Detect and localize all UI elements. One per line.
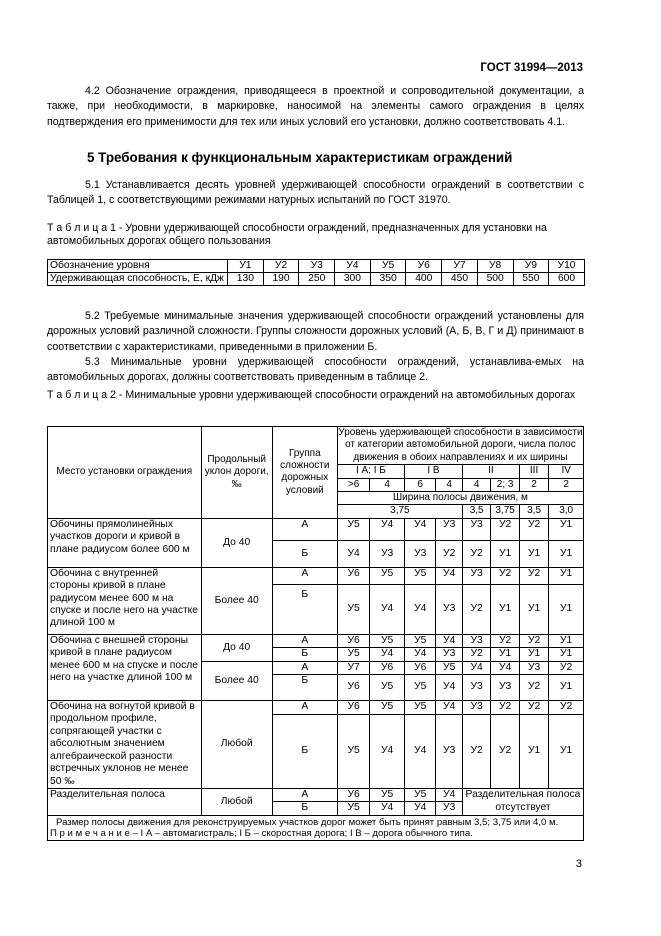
group-cell: Б: [272, 675, 337, 701]
level-cell: У2: [462, 540, 490, 567]
table1-value: 250: [299, 273, 335, 286]
level-cell: У4: [404, 802, 436, 815]
level-cell: У1: [549, 540, 584, 567]
level-cell: У1: [519, 714, 548, 788]
table1-level: У6: [406, 260, 442, 273]
group-cell: А: [272, 788, 337, 801]
table-1: [47, 259, 585, 286]
table1-level: У3: [299, 260, 335, 273]
paragraph-5-1: 5.1 Устанавливается десять уровней удерживающей способности ограждений в соответствии с Таблицей 1, с соответствующими режимами натурных испытаний по ГОСТ 31970.: [47, 179, 584, 207]
level-cell: У5: [370, 634, 405, 647]
level-cell: У2: [436, 540, 462, 567]
level-cell: У4: [404, 714, 436, 788]
level-cell: У4: [404, 518, 436, 540]
level-cell: У4: [370, 584, 405, 634]
table2-caption-label: Т а б л и ц а 2 -: [47, 389, 123, 401]
level-cell: У2: [491, 634, 519, 647]
table1-caption-text: Уровни удерживающей способности ограждений, предназначенных для установки на автомобильных дорогах общего пользования: [47, 222, 547, 247]
lanes-cell: 4: [370, 478, 405, 491]
col-header-group: Группа сложности дорожных условий: [272, 427, 337, 519]
table1-value: 190: [263, 273, 299, 286]
level-cell: У2: [491, 567, 519, 584]
level-cell: У1: [519, 648, 548, 661]
category-4: IV: [549, 465, 584, 478]
table-row: [48, 273, 585, 286]
group-cell: А: [272, 634, 337, 647]
category-2: II: [462, 465, 519, 478]
width-cell: 3,75: [337, 505, 462, 518]
table1-value: 550: [513, 273, 549, 286]
table-row: [48, 518, 584, 540]
level-cell: У5: [370, 701, 405, 714]
level-cell: У2: [549, 701, 584, 714]
width-cell: 3,5: [462, 505, 490, 518]
table1-caption: [47, 222, 584, 247]
level-cell: У4: [404, 584, 436, 634]
table1-value: 500: [477, 273, 513, 286]
level-cell: У1: [519, 584, 548, 634]
level-cell: У5: [436, 661, 462, 674]
level-cell: У1: [549, 584, 584, 634]
table1-value: 350: [370, 273, 406, 286]
lanes-cell: >6: [337, 478, 370, 491]
level-cell: У1: [549, 714, 584, 788]
level-cell: У2: [519, 518, 548, 540]
level-cell: У1: [549, 518, 584, 540]
table1-level: У5: [370, 260, 406, 273]
col-header-place: Место установки ограждения: [48, 427, 202, 519]
category-1v: I В: [404, 465, 462, 478]
level-cell: У5: [404, 701, 436, 714]
row-place: Обочина на вогнутой кривой в продольном профиле, сопрягающей участки с абсолютным значением алгебраической разности встречных уклонов не менее 50 ‰: [48, 701, 202, 789]
table1-level: У10: [549, 260, 585, 273]
table-row: [48, 260, 585, 273]
table1-value: 300: [335, 273, 371, 286]
level-cell: У4: [436, 567, 462, 584]
table1-row-label: Удерживающая способность, Е, кДж: [48, 273, 228, 286]
table-row: [48, 427, 584, 465]
level-cell: У3: [462, 567, 490, 584]
paragraph-5-3: 5.3 Минимальные уровни удерживающей способности ограждений, устанавлива-емых на автомобильных дорогах, должны соответствовать приведенным в таблице 2.: [47, 356, 584, 384]
level-cell: У2: [519, 634, 548, 647]
table-row: [48, 701, 584, 714]
group-cell: Б: [272, 802, 337, 815]
level-cell: У5: [337, 518, 370, 540]
no-divider-note: Разделительная полоса отсутствует: [462, 788, 583, 815]
level-cell: У5: [337, 802, 370, 815]
level-cell: У6: [337, 634, 370, 647]
table-row: [48, 788, 584, 801]
table2-caption: [47, 389, 584, 402]
level-cell: У2: [519, 701, 548, 714]
level-cell: У3: [491, 675, 519, 701]
level-cell: У4: [491, 661, 519, 674]
level-cell: У5: [370, 788, 405, 801]
section-title: 5 Требования к функциональным характеристикам ограждений: [87, 150, 513, 165]
table-footnote: Размер полосы движения для реконструируемых участков дорог может быть принят равным 3,5; 3,75 или 4,0 м.: [48, 815, 584, 828]
level-cell: У2: [462, 714, 490, 788]
category-1ab: I А; I Б: [337, 465, 404, 478]
lanes-cell: 6: [404, 478, 436, 491]
table-row: [48, 634, 584, 647]
level-cell: У5: [404, 788, 436, 801]
table1-value: 600: [549, 273, 585, 286]
table1-level: У8: [477, 260, 513, 273]
level-cell: У3: [462, 634, 490, 647]
level-cell: У5: [404, 567, 436, 584]
level-cell: У3: [436, 802, 462, 815]
lanes-cell: 2; 3: [491, 478, 519, 491]
level-cell: У1: [549, 567, 584, 584]
group-cell: Б: [272, 714, 337, 788]
level-cell: У6: [337, 788, 370, 801]
row-slope: До 40: [201, 634, 272, 661]
level-cell: У6: [404, 661, 436, 674]
table-row: [48, 828, 584, 840]
paragraph-5-2: 5.2 Требуемые минимальные значения удерживающей способности ограждений установлены для дорожных условий различной сложности. Группы сложности дорожных условий (А, Б, В, Г и Д) принимают в соответствии с характеристиками, приведенными в приложении Б.: [47, 310, 584, 353]
note-label: П р и м е ч а н и е: [50, 828, 130, 840]
lanes-cell: 2: [549, 478, 584, 491]
level-cell: У1: [549, 634, 584, 647]
level-cell: У1: [491, 584, 519, 634]
lanes-cell: 4: [436, 478, 462, 491]
level-cell: У4: [436, 701, 462, 714]
level-cell: У6: [370, 661, 405, 674]
table-row: [48, 567, 584, 584]
level-cell: У3: [436, 518, 462, 540]
level-cell: У1: [549, 648, 584, 661]
level-cell: У6: [337, 701, 370, 714]
level-cell: У7: [337, 661, 370, 674]
level-cell: У4: [436, 675, 462, 701]
level-cell: У5: [404, 675, 436, 701]
level-cell: У2: [462, 584, 490, 634]
level-cell: У2: [491, 701, 519, 714]
level-cell: У3: [462, 701, 490, 714]
width-cell: 3,75: [491, 505, 519, 518]
level-cell: У3: [462, 675, 490, 701]
level-cell: У2: [462, 648, 490, 661]
group-cell: А: [272, 518, 337, 540]
row-slope: Любой: [201, 701, 272, 789]
note-text: – I А – автомагистраль; I Б – скоростная дорога; I В – дорога обычного типа.: [129, 828, 473, 840]
level-cell: У5: [337, 648, 370, 661]
table1-caption-label: Т а б л и ц а 1 -: [47, 222, 123, 234]
level-cell: У2: [519, 675, 548, 701]
level-cell: У5: [370, 567, 405, 584]
level-cell: У3: [370, 540, 405, 567]
table1-level: У2: [263, 260, 299, 273]
level-cell: У4: [462, 661, 490, 674]
group-cell: Б: [272, 584, 337, 634]
level-cell: У3: [436, 584, 462, 634]
level-cell: У4: [337, 540, 370, 567]
level-cell: У5: [337, 714, 370, 788]
table1-header-cell: Обозначение уровня: [48, 260, 228, 273]
table2-caption-text: Минимальные уровни удерживающей способности ограждений на автомобильных дорогах: [122, 389, 576, 401]
table-note: [48, 828, 584, 840]
lanes-cell: 4: [462, 478, 490, 491]
level-cell: У5: [337, 584, 370, 634]
level-cell: У1: [491, 648, 519, 661]
row-place: Разделительная полоса: [48, 788, 202, 815]
table1-level: У7: [442, 260, 478, 273]
level-cell: У1: [519, 540, 548, 567]
level-cell: У4: [370, 648, 405, 661]
level-cell: У4: [370, 802, 405, 815]
level-cell: У4: [404, 648, 436, 661]
group-cell: Б: [272, 648, 337, 661]
group-cell: А: [272, 701, 337, 714]
level-cell: У3: [436, 648, 462, 661]
table-row: [48, 815, 584, 828]
row-slope: Более 40: [201, 567, 272, 634]
level-cell: У4: [370, 714, 405, 788]
group-cell: Б: [272, 540, 337, 567]
level-cell: У3: [436, 714, 462, 788]
document-id: ГОСТ 31994—2013: [480, 62, 583, 74]
level-cell: У5: [370, 675, 405, 701]
width-cell: 3,0: [549, 505, 584, 518]
level-cell: У4: [436, 788, 462, 801]
lanes-cell: 2: [519, 478, 548, 491]
level-cell: У2: [491, 518, 519, 540]
level-cell: У3: [404, 540, 436, 567]
level-cell: У3: [462, 518, 490, 540]
row-slope: До 40: [201, 518, 272, 567]
level-cell: У4: [436, 634, 462, 647]
table1-level: У1: [228, 260, 264, 273]
level-cell: У6: [337, 675, 370, 701]
row-slope: Более 40: [201, 661, 272, 700]
group-cell: А: [272, 661, 337, 674]
table1-level: У4: [335, 260, 371, 273]
col-header-level: Уровень удерживающей способности в зависимости от категории автомобильной дороги, числа полос движения в обоих направлениях и их ширины: [338, 427, 583, 463]
row-place: Обочины прямолинейных участков дороги и кривой в плане радиусом более 600 м: [48, 518, 202, 567]
level-cell: У2: [491, 714, 519, 788]
level-cell: У1: [549, 675, 584, 701]
paragraph-4-2: 4.2 Обозначение ограждения, приводящееся в проектной и сопроводительной документации, а также, при необходимости, в маркировке, наносимой на элементы самого ограждения в целях подтверждения его применимости для тех или иных условий его установки, должно соответствовать 4.1.: [47, 85, 584, 128]
level-cell: У3: [519, 661, 548, 674]
table1-value: 450: [442, 273, 478, 286]
category-3: III: [519, 465, 548, 478]
table-2: [47, 426, 584, 841]
level-cell: У4: [370, 518, 405, 540]
row-slope: Любой: [201, 788, 272, 815]
width-header: Ширина полосы движения, м: [337, 492, 583, 505]
row-place: Обочина с внутренней стороны кривой в плане радиусом менее 600 м на спуске и после него на участке длиной 100 м: [48, 567, 202, 634]
level-cell: У6: [337, 567, 370, 584]
level-cell: У5: [404, 634, 436, 647]
table1-value: 400: [406, 273, 442, 286]
table1-level: У9: [513, 260, 549, 273]
group-cell: А: [272, 567, 337, 584]
width-cell: 3,5: [519, 505, 548, 518]
level-cell: У1: [491, 540, 519, 567]
col-header-slope: Продольный уклон дороги, ‰: [201, 427, 272, 519]
level-cell: У2: [519, 567, 548, 584]
table1-value: 130: [228, 273, 264, 286]
page-number: 3: [575, 858, 582, 870]
level-cell: У2: [549, 661, 584, 674]
row-place: Обочина с внешней стороны кривой в плане радиусом менее 600 м на спуске и после него на участке длиной 100 м: [48, 634, 202, 700]
